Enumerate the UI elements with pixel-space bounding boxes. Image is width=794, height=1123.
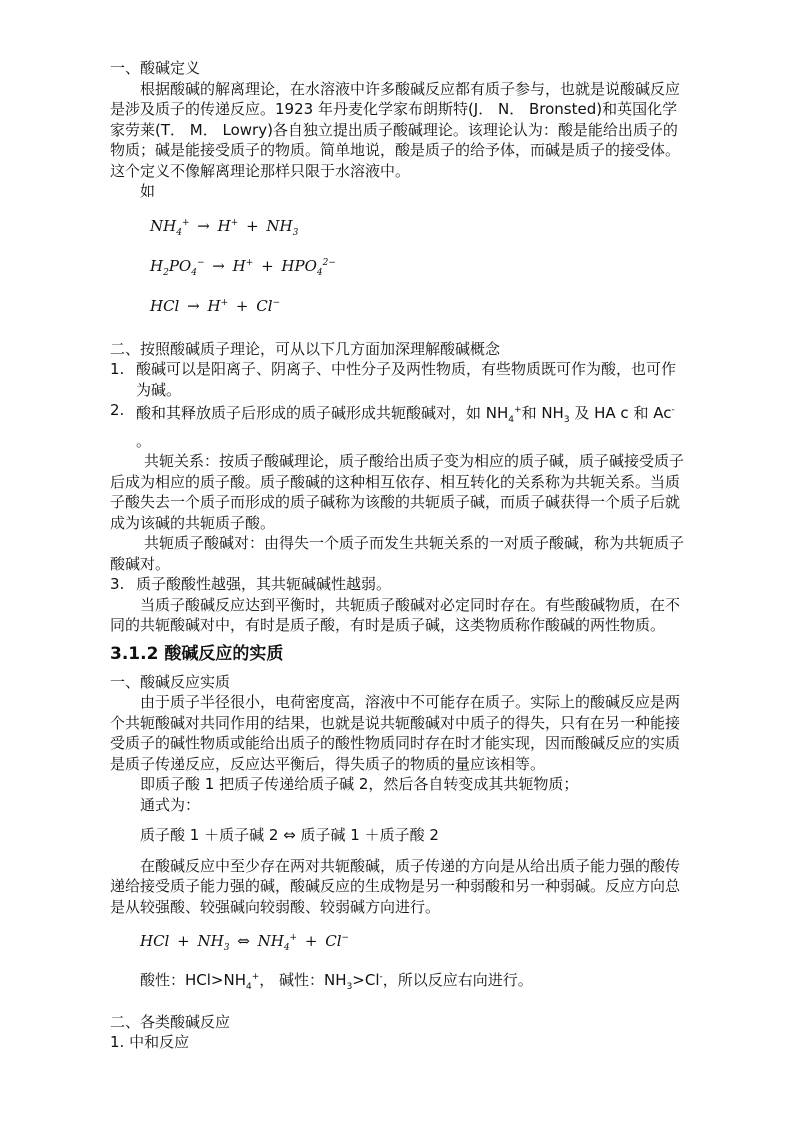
general-formula: 质子酸 1 ＋质子碱 2 ⇔ 质子碱 1 ＋质子酸 2 xyxy=(140,826,439,844)
paragraph: 根据酸碱的解离理论，在水溶液中许多酸碱反应都有质子参与，也就是说酸碱反应是涉及质子的传递反应。1923 年丹麦化学家布朗斯特(J． N． Bronsted)和英国化学家劳莱(T． M． Lowry)各自独立提出质子酸碱理论。该理论认为：酸是能给出质子的物质；碱是能接受质子的物质。简单地说，酸是质子的给予体，而碱是质子的接受体。这个定义不像解离理论那样只限于水溶液中。 xyxy=(110,79,681,180)
paragraph: 共轭质子酸碱对：由得失一个质子而发生共轭关系的一对质子酸碱，称为共轭质子酸碱对。 xyxy=(110,534,685,573)
section-title: 二、按照酸碱质子理论，可从以下几方面加深理解酸碱概念 xyxy=(110,339,501,358)
paragraph: 当质子酸碱反应达到平衡时，共轭质子酸碱对必定同时存在。有些酸碱物质，在不同的共轭酸碱对中，有时是质子酸，有时是质子碱，这类物质称作酸碱的两性物质。 xyxy=(110,595,681,634)
list-item: 2. 酸和其释放质子后形成的质子碱形成共轭酸碱对，如 $NH_4^+$和 $NH_3$ 及 HA c 和 Ac- 。 xyxy=(110,401,675,450)
paragraph: 酸性：$HCl>NH_4^+$， 碱性：$NH_3>Cl^-$，所以反应右向进行。 xyxy=(140,971,533,992)
equation-group xyxy=(110,208,685,321)
equation-4: HCl + $NH_3$ ⇔ $NH_4^+ + Cl^-$ xyxy=(140,932,350,953)
equation-3: HCl → H+ + Cl− xyxy=(150,296,281,315)
equation-group xyxy=(110,923,685,963)
paragraph: 在酸碱反应中至少存在两对共轭酸碱，质子传递的方向是从给出质子能力强的酸传递给接受质子能力强的碱，酸碱反应的生成物是另一种弱酸和另一种弱碱。反应方向总是从较强酸、较强碱向较弱酸、较弱碱方向进行。 xyxy=(110,856,681,916)
list-item: 1. 中和反应 xyxy=(110,1033,190,1051)
equation-1: $NH_4^+ \to H^+ + NH_3$ xyxy=(150,216,299,238)
section-title: 一、酸碱定义 xyxy=(110,59,201,77)
section-title: 一、酸碱反应实质 xyxy=(110,672,231,691)
section-heading: 3.1.2 酸碱反应的实质 xyxy=(110,643,284,664)
list-item: 1. 酸碱可以是阳离子、阴离子、中性分子及两性物质，有些物质既可作为酸，也可作为碱。 xyxy=(110,360,677,399)
paragraph: 由于质子半径很小，电荷密度高，溶液中不可能存在质子。实际上的酸碱反应是两个共轭酸碱对共同作用的结果，也就是说共轭酸碱对中质子的得失，只有在另一种能接受质子的碱性物质或能给出质子的酸性物质同时存在时才能实现，因而酸碱反应的实质是质子传递反应，反应达平衡后，得失质子的物质的量应该相等。 xyxy=(110,693,681,773)
paragraph: 即质子酸 1 把质子传递给质子碱 2，然后各自转变成其共轭物质； xyxy=(140,775,579,793)
paragraph: 共轭关系：按质子酸碱理论，质子酸给出质子变为相应的质子碱，质子碱接受质子后成为相应的质子酸。质子酸碱的这种相互依存、相互转化的关系称为共轭关系。当质子酸失去一个质子而形成的质子碱称为该酸的共轭质子碱，而质子碱获得一个质子后就成为该碱的共轭质子酸。 xyxy=(110,452,685,532)
paragraph: 通式为： xyxy=(140,795,201,814)
document-page xyxy=(110,58,685,1053)
list-item: 3. 质子酸酸性越强，其共轭碱碱性越弱。 xyxy=(110,575,392,593)
paragraph: 如 xyxy=(140,182,156,200)
equation-2: $H_2PO_4^- \to H^+ + HPO_4^{2-}$ xyxy=(150,256,336,278)
section-title: 二、各类酸碱反应 xyxy=(110,1012,231,1031)
